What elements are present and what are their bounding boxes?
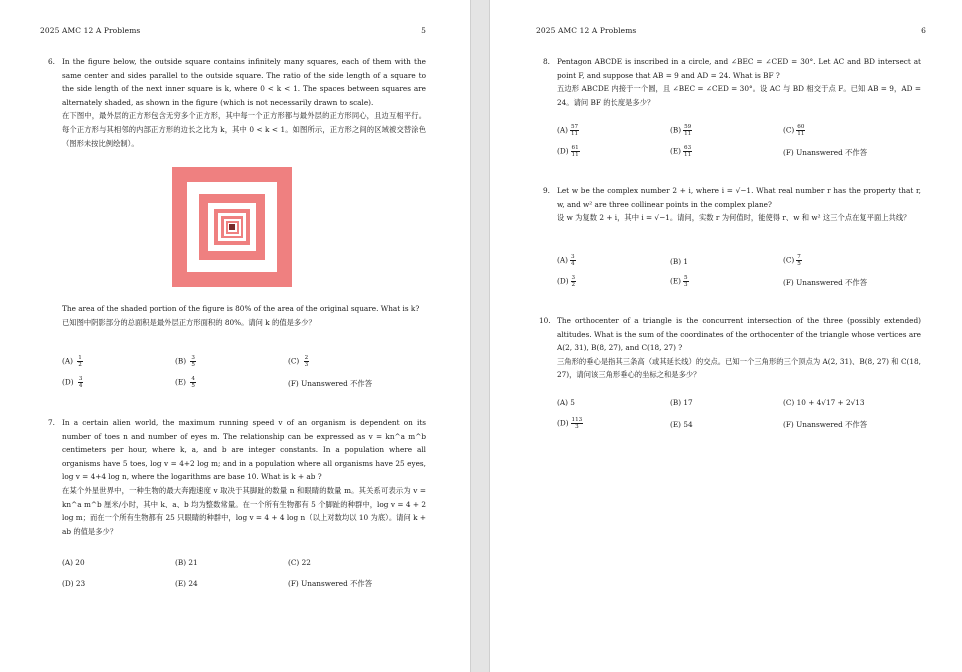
- problem-9: [543, 184, 921, 225]
- problem-6-question: [62, 302, 426, 329]
- page-5: [0, 0, 470, 672]
- choice-c[interactable]: (C) 10 + 4√17 + 2√13: [783, 398, 865, 407]
- problem-text-en: The orthocenter of a triangle is the concurrent intersection of the three (possibly extended) altitudes. What is the sum of the coordinates of the orthocenter of the triangle whose vertices are A(2, 31), B(8, 27), and C(18, 27) ?: [557, 316, 921, 353]
- problem-number: 8.: [543, 57, 550, 66]
- problem-number: 6.: [48, 57, 55, 66]
- choice-d[interactable]: (D) $\frac{3}{2}$: [557, 275, 576, 289]
- problem-text-cn: 在下图中，最外层的正方形包含无穷多个正方形，其中每一个正方形都与最外层的正方形同心，且边互相平行。每个正方形与其相邻的内部正方形的边长之比为 k，其中 0 < k < 1。如图所示，正方形之间的区域被交替涂色（图形未按比例绘制）。: [62, 111, 426, 148]
- choice-a[interactable]: (A) $\frac{3}{4}$: [557, 254, 575, 268]
- problem-10: [539, 314, 921, 382]
- problem-text-en: Pentagon ABCDE is inscribed in a circle, and ∠BEC = ∠CED = 30°. Let AC and BD intersect at point F, and suppose that AB = 9 and AD = 24. What is BF ?: [557, 57, 921, 80]
- page-number: 5: [421, 26, 426, 35]
- fraction: $\frac{4}{5}$: [191, 376, 195, 390]
- problem-number: 9.: [543, 186, 550, 195]
- page-6: [490, 0, 962, 672]
- problem-6: [48, 55, 426, 150]
- choice-e[interactable]: (E) $\frac{63}{11}$: [670, 145, 692, 159]
- problem-9-choices: [557, 254, 921, 294]
- choice-b[interactable]: (B) $\frac{3}{5}$: [175, 355, 195, 369]
- problem-text-en: Let w be the complex number 2 + i, where i = √−1. What real number r has the property that r, w, and w² are three collinear points in the complex plane?: [557, 186, 921, 209]
- fraction: $\frac{3}{4}$: [78, 376, 83, 390]
- choice-e[interactable]: (E) 54: [670, 420, 693, 429]
- choice-b[interactable]: (B) 1: [670, 257, 689, 266]
- choice-e[interactable]: (E) $\frac{4}{5}$: [175, 376, 195, 390]
- choice-b[interactable]: (B) 17: [670, 398, 693, 407]
- problem-text-en: In a certain alien world, the maximum running speed v of an organism is dependent on its number of toes n and number of eyes m. The relationship can be expressed as v = kn^a m^b centimeters per hour, where k, a, and b are integer constants. In a population where all organisms have 5 toes, log v = 4+2 log m; and in a population where all organisms have 25 eyes, log v = 4+4 log n, where the logarithms are base 10. What is k + ab ?: [62, 418, 426, 482]
- choice-c[interactable]: (C) $\frac{7}{5}$: [783, 254, 801, 268]
- choice-d[interactable]: (D) $\frac{3}{4}$: [62, 376, 83, 390]
- choice-a[interactable]: (A) $\frac{57}{11}$: [557, 124, 579, 138]
- page-gutter: [470, 0, 490, 672]
- fraction: $\frac{1}{2}$: [78, 355, 82, 369]
- problem-question-en: The area of the shaded portion of the figure is 80% of the area of the original square. What is k?: [62, 304, 420, 313]
- choice-f[interactable]: (F) Unanswered 不作答: [783, 148, 867, 157]
- choice-d[interactable]: (D) 23: [62, 579, 86, 588]
- square-center: [229, 224, 235, 230]
- choice-c[interactable]: (C) $\frac{60}{11}$: [783, 124, 805, 138]
- nested-squares-figure: [172, 167, 292, 287]
- choice-b[interactable]: (B) 21: [175, 558, 198, 567]
- choice-a[interactable]: (A) $\frac{1}{2}$: [62, 355, 82, 369]
- choice-b[interactable]: (B) $\frac{59}{11}$: [670, 124, 692, 138]
- choice-e[interactable]: (E) $\frac{5}{3}$: [670, 275, 688, 289]
- problem-number: 7.: [48, 418, 55, 427]
- choice-e[interactable]: (E) 24: [175, 579, 198, 588]
- problem-text-cn: 设 w 为复数 2 + i，其中 i = √−1。请问，实数 r 为何值时，能使得 r、w 和 w² 这三个点在复平面上共线？: [557, 213, 911, 223]
- problem-6-choices: [62, 355, 426, 395]
- problem-text-en: In the figure below, the outside square contains infinitely many squares, each of them with the same center and sides parallel to the outside square. The ratio of the side length of a square to the side length of the next inner square is k, where 0 < k < 1. The spaces between squares are alternately shaded, as shown in the figure (which is not necessarily drawn to scale).: [62, 57, 426, 107]
- problem-number: 10.: [539, 316, 551, 325]
- problem-text-cn: 三角形的垂心是指其三条高（或其延长线）的交点。已知一个三角形的三个顶点为 A(2, 31)、B(8, 27) 和 C(18, 27)，请问该三角形垂心的坐标之和是多少？: [557, 356, 921, 380]
- choice-f[interactable]: (F) Unanswered 不作答: [288, 379, 372, 388]
- choice-d[interactable]: (D) $\frac{61}{11}$: [557, 145, 579, 159]
- problem-8: [543, 55, 921, 109]
- choice-f[interactable]: (F) Unanswered 不作答: [783, 278, 867, 287]
- choice-f[interactable]: (F) Unanswered 不作答: [783, 420, 867, 429]
- problem-question-cn: 已知图中阴影部分的总面积是最外层正方形面积的 80%。请问 k 的值是多少？: [62, 317, 316, 327]
- choice-c[interactable]: (C) $\frac{2}{3}$: [288, 355, 309, 369]
- choice-a[interactable]: (A) 5: [557, 398, 575, 407]
- problem-7-choices: [62, 558, 426, 598]
- page-header-title: 2025 AMC 12 A Problems: [40, 26, 141, 35]
- problem-10-choices: [557, 398, 921, 438]
- problem-text-cn: 五边形 ABCDE 内接于一个圆，且 ∠BEC = ∠CED = 30°。设 AC 与 BD 相交于点 F。已知 AB = 9，AD = 24。请问 BF 的长度是多少？: [557, 84, 921, 107]
- choice-f[interactable]: (F) Unanswered 不作答: [288, 579, 372, 588]
- choice-a[interactable]: (A) 20: [62, 558, 85, 567]
- choice-d[interactable]: (D) $\frac{113}{3}$: [557, 417, 583, 431]
- problem-text-cn: 在某个外星世界中，一种生物的最大奔跑速度 v 取决于其脚趾的数量 n 和眼睛的数量 m。其关系可表示为 v = kn^a m^b 厘米/小时，其中 k、a、b 均为整数常量。在一个所有生物都有 5 个脚趾的种群中，log v = 4 + 2 log m；而在一个所有生物都有 25 只眼睛的种群中，log v = 4 + 4 log n（以上对数均以 10 为底）。请问 k + ab 的值是多少？: [62, 485, 426, 536]
- page-header-title: 2025 AMC 12 A Problems: [536, 26, 637, 35]
- problem-8-choices: [557, 124, 921, 164]
- fraction: $\frac{2}{3}$: [304, 355, 309, 369]
- page-number: 6: [921, 26, 926, 35]
- choice-c[interactable]: (C) 22: [288, 558, 311, 567]
- problem-7: [48, 416, 426, 538]
- fraction: $\frac{3}{5}$: [191, 355, 195, 369]
